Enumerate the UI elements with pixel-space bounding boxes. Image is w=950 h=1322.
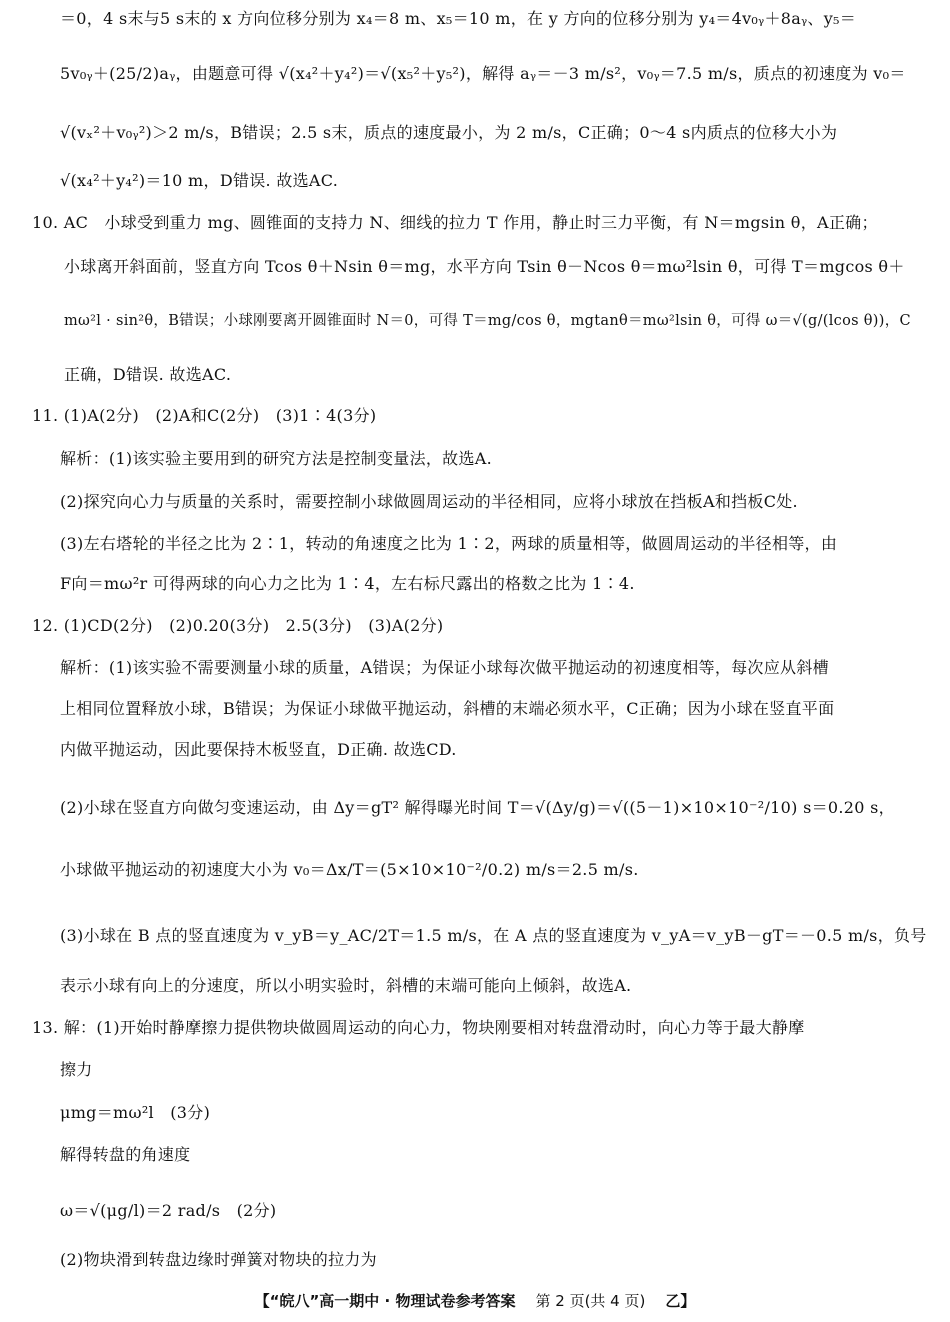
text-line: ω＝√(μg/l)＝2 rad/s (2分) xyxy=(60,1201,277,1220)
text-line: (3)左右塔轮的半径之比为 2∶1，转动的角速度之比为 1∶2，两球的质量相等，做圆周运动的半径相等，由 xyxy=(60,534,838,553)
text-line: F向＝mω²r 可得两球的向心力之比为 1∶4，左右标尺露出的格数之比为 1∶4. xyxy=(60,574,635,593)
text-line: 小球做平抛运动的初速度大小为 v₀＝Δx/T＝(5×10×10⁻²/0.2) m/s＝2.5 m/s. xyxy=(60,860,639,879)
text-line: 擦力 xyxy=(60,1060,93,1079)
question-11-heading: 11. (1)A(2分) (2)A和C(2分) (3)1∶4(3分) xyxy=(32,406,377,425)
text-line: 内做平抛运动，因此要保持木板竖直，D正确. 故选CD. xyxy=(60,740,457,759)
footer-title: 【“皖八”高一期中 · 物理试卷参考答案 xyxy=(254,1292,516,1310)
text-line: 上相同位置释放小球，B错误；为保证小球做平抛运动，斜槽的末端必须水平，C正确；因为小球在竖直平面 xyxy=(60,699,835,718)
text-line: 解得转盘的角速度 xyxy=(60,1145,191,1164)
text-line: (3)小球在 B 点的竖直速度为 v_yB＝y_AC/2T＝1.5 m/s，在 A 点的竖直速度为 v_yA＝v_yB－gT＝－0.5 m/s，负号 xyxy=(60,926,927,945)
text-line: 5v₀ᵧ＋(25/2)aᵧ，由题意可得 √(x₄²＋y₄²)＝√(x₅²＋y₅²)，解得 aᵧ＝－3 m/s²，v₀ᵧ＝7.5 m/s，质点的初速度为 v₀＝ xyxy=(60,64,906,83)
text-line: √(x₄²＋y₄²)＝10 m，D错误. 故选AC. xyxy=(60,171,339,190)
text-line: 解析：(1)该实验主要用到的研究方法是控制变量法，故选A. xyxy=(60,449,493,468)
text-line: 小球离开斜面前，竖直方向 Tcos θ＋Nsin θ＝mg，水平方向 Tsin θ－Ncos θ＝mω²lsin θ，可得 T＝mgcos θ＋ xyxy=(64,257,905,276)
text-line: (2)小球在竖直方向做匀变速运动，由 Δy＝gT² 解得曝光时间 T＝√(Δy/g)＝√((5－1)×10×10⁻²/10) s＝0.20 s， xyxy=(60,798,895,817)
text-line: mω²l · sin²θ，B错误；小球刚要离开圆锥面时 N＝0，可得 T＝mg/cos θ，mgtanθ＝mω²lsin θ，可得 ω＝√(g/(lcos θ))，C xyxy=(64,313,911,329)
text-line: ＝0，4 s末与5 s末的 x 方向位移分别为 x₄＝8 m、x₅＝10 m，在 y 方向的位移分别为 y₄＝4v₀ᵧ＋8aᵧ、y₅＝ xyxy=(60,9,857,28)
text-line: 解析：(1)该实验不需要测量小球的质量，A错误；为保证小球每次做平抛运动的初速度相等，每次应从斜槽 xyxy=(60,658,829,677)
question-10-heading: 10. AC 小球受到重力 mg、圆锥面的支持力 N、细线的拉力 T 作用，静止时三力平衡，有 N＝mgsin θ，A正确； xyxy=(32,213,878,232)
question-12-heading: 12. (1)CD(2分) (2)0.20(3分) 2.5(3分) (3)A(2分) xyxy=(32,616,444,635)
text-line: 表示小球有向上的分速度，所以小明实验时，斜槽的末端可能向上倾斜，故选A. xyxy=(60,976,632,995)
text-line: 正确，D错误. 故选AC. xyxy=(64,365,232,384)
page-footer xyxy=(0,1290,950,1311)
footer-version: 乙】 xyxy=(665,1292,696,1310)
text-line: (2)物块滑到转盘边缘时弹簧对物块的拉力为 xyxy=(60,1250,377,1269)
text-line: (2)探究向心力与质量的关系时，需要控制小球做圆周运动的半径相同，应将小球放在挡板A和挡板C处. xyxy=(60,492,798,511)
text-line: μmg＝mω²l (3分) xyxy=(60,1103,211,1122)
footer-page-number: 第 2 页(共 4 页) xyxy=(535,1292,646,1310)
text-line: √(vₓ²＋v₀ᵧ²)＞2 m/s，B错误；2.5 s末，质点的速度最小，为 2 m/s，C正确；0～4 s内质点的位移大小为 xyxy=(60,123,838,142)
question-13-heading: 13. 解：(1)开始时静摩擦力提供物块做圆周运动的向心力，物块刚要相对转盘滑动时，向心力等于最大静摩 xyxy=(32,1018,805,1037)
